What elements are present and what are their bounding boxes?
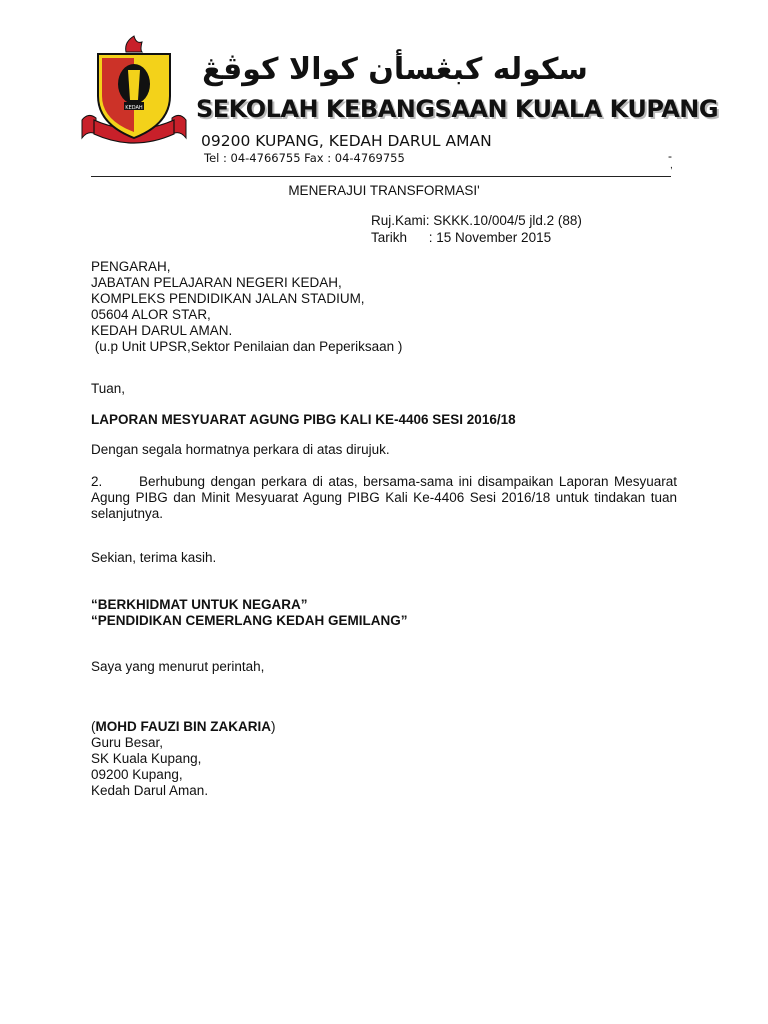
stray-dash: -	[668, 149, 672, 163]
signer-school: SK Kuala Kupang,	[91, 751, 202, 766]
recipient-line: KEDAH DARUL AMAN.	[91, 323, 233, 338]
date-label: Tarikh	[371, 230, 408, 245]
reference-line	[371, 212, 582, 229]
signer-state: Kedah Darul Aman.	[91, 783, 209, 798]
signature-block	[91, 719, 677, 799]
closing-line: Sekian, terima kasih.	[91, 550, 217, 565]
header-divider	[91, 176, 671, 177]
school-name-jawi: سكوله كبڠسأن كوالا كوڤڠ	[202, 52, 588, 87]
reference-value: SKKK.10/004/5 jld.2 (88)	[433, 213, 582, 228]
paragraph-1: Dengan segala hormatnya perkara di atas dirujuk.	[91, 442, 390, 457]
school-phone: Tel : 04-4766755 Fax : 04-4769755	[204, 151, 405, 165]
paragraph-number: 2.	[91, 474, 103, 489]
recipient-line: KOMPLEKS PENDIDIKAN JALAN STADIUM,	[91, 291, 365, 306]
date-line	[371, 229, 582, 246]
school-crest-icon	[80, 34, 188, 146]
crest-label: KEDAH	[125, 105, 143, 111]
stray-comma: ,	[670, 160, 673, 171]
recipient-address	[91, 259, 677, 355]
recipient-attention: (u.p Unit UPSR,Sektor Penilaian dan Peperiksaan )	[91, 339, 403, 354]
slogan-2: “PENDIDIKAN CEMERLANG KEDAH GEMILANG”	[91, 613, 408, 628]
school-name: SEKOLAH KEBANGSAAN KUALA KUPANG	[196, 95, 719, 123]
header-motto: MENERAJUI TRANSFORMASI'	[288, 183, 480, 198]
letter-subject: LAPORAN MESYUARAT AGUNG PIBG KALI KE-4406 SESI 2016/18	[91, 412, 516, 427]
reference-label: Ruj.Kami:	[371, 213, 430, 228]
order-line: Saya yang menurut perintah,	[91, 659, 265, 674]
recipient-line: JABATAN PELAJARAN NEGERI KEDAH,	[91, 275, 342, 290]
close-paren: )	[271, 719, 276, 734]
signer-title: Guru Besar,	[91, 735, 164, 750]
open-paren: (	[91, 719, 96, 734]
slogan-1: “BERKHIDMAT UNTUK NEGARA”	[91, 597, 308, 612]
school-address: 09200 KUPANG, KEDAH DARUL AMAN	[201, 132, 492, 150]
signer-name-line	[91, 719, 677, 735]
recipient-line: PENGARAH,	[91, 259, 171, 274]
letterhead	[0, 0, 768, 200]
reference-block	[371, 212, 582, 246]
recipient-line: 05604 ALOR STAR,	[91, 307, 211, 322]
paragraph-2-text: Berhubung dengan perkara di atas, bersama-sama ini disampaikan Laporan Mesyuarat Agung PIBG dan Minit Mesyuarat Agung PIBG Kali Ke-4406 Sesi 2016/18 untuk tindakan tuan selanjutnya.	[91, 474, 677, 521]
paragraph-2	[91, 474, 677, 522]
signer-postcode: 09200 Kupang,	[91, 767, 183, 782]
date-value: : 15 November 2015	[428, 230, 552, 245]
signer-name: MOHD FAUZI BIN ZAKARIA	[95, 719, 271, 734]
slogans	[91, 597, 677, 629]
salutation: Tuan,	[91, 381, 126, 396]
